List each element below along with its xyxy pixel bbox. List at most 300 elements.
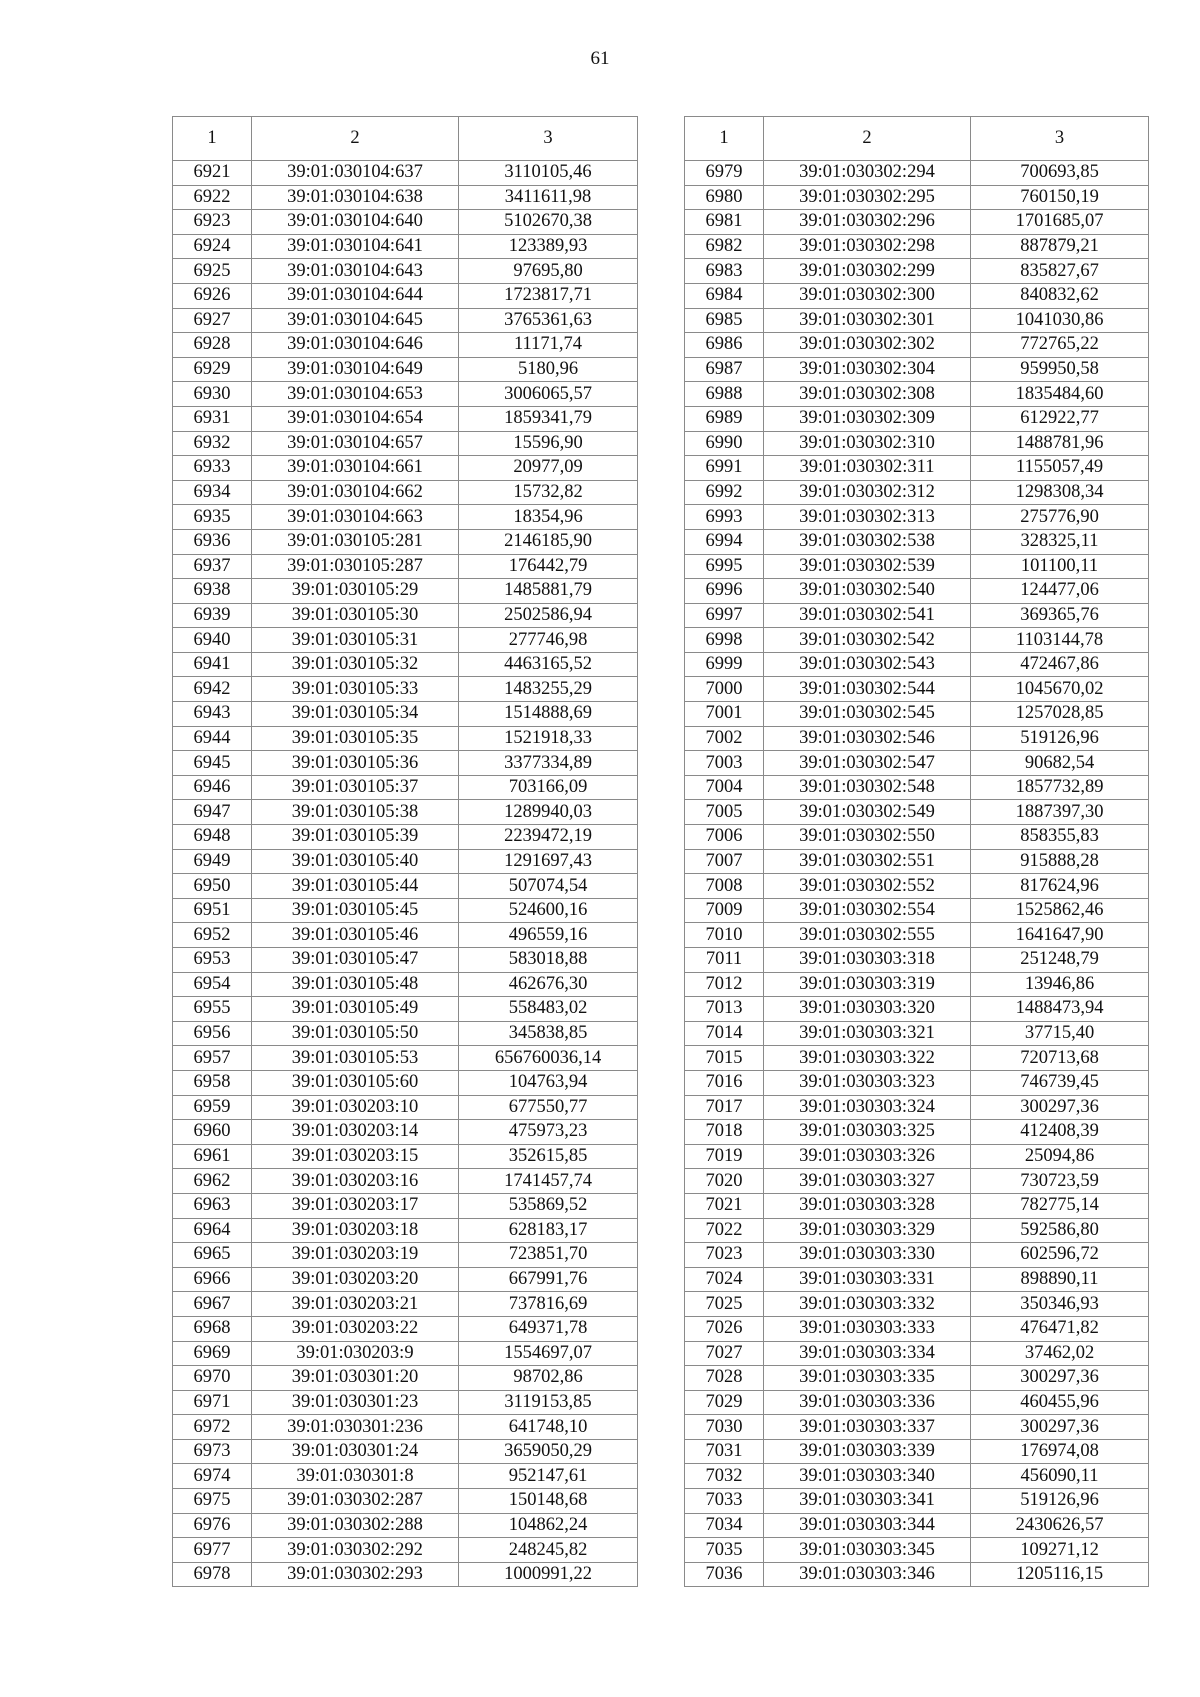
table-row — [685, 775, 1149, 800]
cadastral-number-cell: 39:01:030303:341 — [764, 1489, 971, 1514]
table-row — [173, 1538, 638, 1563]
row-number-cell: 6975 — [173, 1489, 252, 1514]
cadastral-number-cell: 39:01:030302:298 — [764, 234, 971, 259]
cadastral-number-cell: 39:01:030302:300 — [764, 283, 971, 308]
row-number-cell: 7008 — [685, 874, 764, 899]
table-row — [685, 849, 1149, 874]
row-number-cell: 6970 — [173, 1366, 252, 1391]
table-row — [685, 283, 1149, 308]
value-cell: 592586,80 — [971, 1218, 1149, 1243]
row-number-cell: 6946 — [173, 775, 252, 800]
cadastral-number-cell: 39:01:030104:654 — [252, 406, 459, 431]
cadastral-number-cell: 39:01:030301:24 — [252, 1439, 459, 1464]
row-number-cell: 6983 — [685, 259, 764, 284]
table-row — [173, 1046, 638, 1071]
value-cell: 782775,14 — [971, 1193, 1149, 1218]
table-row — [173, 677, 638, 702]
row-number-cell: 6934 — [173, 480, 252, 505]
row-number-cell: 7013 — [685, 997, 764, 1022]
row-number-cell: 6955 — [173, 997, 252, 1022]
row-number-cell: 6978 — [173, 1562, 252, 1587]
value-cell: 275776,90 — [971, 505, 1149, 530]
cadastral-number-cell: 39:01:030105:45 — [252, 898, 459, 923]
value-cell: 176442,79 — [459, 554, 638, 579]
cadastral-number-cell: 39:01:030303:334 — [764, 1341, 971, 1366]
cadastral-number-cell: 39:01:030105:48 — [252, 972, 459, 997]
cadastral-number-cell: 39:01:030302:302 — [764, 333, 971, 358]
cadastral-number-cell: 39:01:030302:538 — [764, 529, 971, 554]
row-number-cell: 6996 — [685, 579, 764, 604]
table-row — [685, 1193, 1149, 1218]
table-row — [685, 1538, 1149, 1563]
cadastral-number-cell: 39:01:030105:38 — [252, 800, 459, 825]
value-cell: 369365,76 — [971, 603, 1149, 628]
value-cell: 412408,39 — [971, 1120, 1149, 1145]
row-number-cell: 6932 — [173, 431, 252, 456]
cadastral-number-cell: 39:01:030301:236 — [252, 1415, 459, 1440]
row-number-cell: 7033 — [685, 1489, 764, 1514]
table-row — [685, 1046, 1149, 1071]
cadastral-number-cell: 39:01:030302:543 — [764, 652, 971, 677]
value-cell: 641748,10 — [459, 1415, 638, 1440]
row-number-cell: 7035 — [685, 1538, 764, 1563]
table-row — [685, 948, 1149, 973]
cadastral-number-cell: 39:01:030302:308 — [764, 382, 971, 407]
table-row — [173, 234, 638, 259]
value-cell: 1483255,29 — [459, 677, 638, 702]
cadastral-number-cell: 39:01:030303:320 — [764, 997, 971, 1022]
table-row — [173, 1169, 638, 1194]
cadastral-number-cell: 39:01:030105:29 — [252, 579, 459, 604]
value-cell: 352615,85 — [459, 1144, 638, 1169]
row-number-cell: 6929 — [173, 357, 252, 382]
table-row — [685, 161, 1149, 186]
row-number-cell: 6953 — [173, 948, 252, 973]
table-row — [173, 628, 638, 653]
row-number-cell: 6972 — [173, 1415, 252, 1440]
value-cell: 1741457,74 — [459, 1169, 638, 1194]
cadastral-number-cell: 39:01:030203:20 — [252, 1267, 459, 1292]
value-cell: 760150,19 — [971, 185, 1149, 210]
value-cell: 25094,86 — [971, 1144, 1149, 1169]
table-row — [173, 800, 638, 825]
table-row — [685, 1267, 1149, 1292]
row-number-cell: 6960 — [173, 1120, 252, 1145]
table-row — [173, 825, 638, 850]
cadastral-number-cell: 39:01:030104:663 — [252, 505, 459, 530]
value-cell: 98702,86 — [459, 1366, 638, 1391]
cadastral-number-cell: 39:01:030105:36 — [252, 751, 459, 776]
value-cell: 2146185,90 — [459, 529, 638, 554]
value-cell: 18354,96 — [459, 505, 638, 530]
cadastral-number-cell: 39:01:030303:330 — [764, 1243, 971, 1268]
table-row — [173, 997, 638, 1022]
row-number-cell: 6965 — [173, 1243, 252, 1268]
row-number-cell: 7000 — [685, 677, 764, 702]
row-number-cell: 7020 — [685, 1169, 764, 1194]
table-row — [685, 505, 1149, 530]
table-row — [173, 1464, 638, 1489]
cadastral-number-cell: 39:01:030302:311 — [764, 456, 971, 481]
value-cell: 602596,72 — [971, 1243, 1149, 1268]
table-row — [173, 431, 638, 456]
value-cell: 524600,16 — [459, 898, 638, 923]
row-number-cell: 6977 — [173, 1538, 252, 1563]
cadastral-number-cell: 39:01:030302:301 — [764, 308, 971, 333]
row-number-cell: 6985 — [685, 308, 764, 333]
table-row — [685, 480, 1149, 505]
value-cell: 700693,85 — [971, 161, 1149, 186]
value-cell: 677550,77 — [459, 1095, 638, 1120]
row-number-cell: 6933 — [173, 456, 252, 481]
cadastral-number-cell: 39:01:030303:318 — [764, 948, 971, 973]
row-number-cell: 7012 — [685, 972, 764, 997]
cadastral-number-cell: 39:01:030104:637 — [252, 161, 459, 186]
value-cell: 1857732,89 — [971, 775, 1149, 800]
value-cell: 519126,96 — [971, 1489, 1149, 1514]
table-row — [173, 948, 638, 973]
table-row — [173, 652, 638, 677]
row-number-cell: 6943 — [173, 702, 252, 727]
cadastral-number-cell: 39:01:030302:551 — [764, 849, 971, 874]
row-number-cell: 6987 — [685, 357, 764, 382]
table-row — [173, 1415, 638, 1440]
value-cell: 3765361,63 — [459, 308, 638, 333]
row-number-cell: 6944 — [173, 726, 252, 751]
table-row — [173, 579, 638, 604]
row-number-cell: 6986 — [685, 333, 764, 358]
row-number-cell: 6922 — [173, 185, 252, 210]
row-number-cell: 7024 — [685, 1267, 764, 1292]
cadastral-number-cell: 39:01:030303:327 — [764, 1169, 971, 1194]
cadastral-number-cell: 39:01:030302:312 — [764, 480, 971, 505]
table-row — [173, 1489, 638, 1514]
table-row — [685, 1439, 1149, 1464]
row-number-cell: 7018 — [685, 1120, 764, 1145]
cadastral-number-cell: 39:01:030302:293 — [252, 1562, 459, 1587]
row-number-cell: 6979 — [685, 161, 764, 186]
value-cell: 952147,61 — [459, 1464, 638, 1489]
table-row — [173, 1144, 638, 1169]
value-cell: 840832,62 — [971, 283, 1149, 308]
value-cell: 887879,21 — [971, 234, 1149, 259]
cadastral-number-cell: 39:01:030302:310 — [764, 431, 971, 456]
table-row — [685, 1021, 1149, 1046]
row-number-cell: 6923 — [173, 210, 252, 235]
value-cell: 3006065,57 — [459, 382, 638, 407]
row-number-cell: 7032 — [685, 1464, 764, 1489]
row-number-cell: 6941 — [173, 652, 252, 677]
table-row — [685, 185, 1149, 210]
table-row — [173, 972, 638, 997]
cadastral-number-cell: 39:01:030302:544 — [764, 677, 971, 702]
value-cell: 1701685,07 — [971, 210, 1149, 235]
value-cell: 3411611,98 — [459, 185, 638, 210]
cadastral-number-cell: 39:01:030203:18 — [252, 1218, 459, 1243]
table-row — [173, 1021, 638, 1046]
value-cell: 723851,70 — [459, 1243, 638, 1268]
cadastral-number-cell: 39:01:030302:304 — [764, 357, 971, 382]
value-cell: 835827,67 — [971, 259, 1149, 284]
cadastral-number-cell: 39:01:030105:287 — [252, 554, 459, 579]
cadastral-number-cell: 39:01:030302:288 — [252, 1513, 459, 1538]
cadastral-number-cell: 39:01:030203:21 — [252, 1292, 459, 1317]
cadastral-number-cell: 39:01:030105:39 — [252, 825, 459, 850]
row-number-cell: 6954 — [173, 972, 252, 997]
table-row — [685, 554, 1149, 579]
row-number-cell: 6997 — [685, 603, 764, 628]
row-number-cell: 6993 — [685, 505, 764, 530]
value-cell: 1155057,49 — [971, 456, 1149, 481]
row-number-cell: 6990 — [685, 431, 764, 456]
cadastral-number-cell: 39:01:030104:638 — [252, 185, 459, 210]
row-number-cell: 6945 — [173, 751, 252, 776]
cadastral-number-cell: 39:01:030302:296 — [764, 210, 971, 235]
value-cell: 5180,96 — [459, 357, 638, 382]
row-number-cell: 6956 — [173, 1021, 252, 1046]
row-number-cell: 7031 — [685, 1439, 764, 1464]
cadastral-number-cell: 39:01:030105:30 — [252, 603, 459, 628]
column-header: 3 — [459, 117, 638, 161]
table-row — [685, 972, 1149, 997]
row-number-cell: 6989 — [685, 406, 764, 431]
table-row — [173, 603, 638, 628]
value-cell: 1835484,60 — [971, 382, 1149, 407]
cadastral-number-cell: 39:01:030303:329 — [764, 1218, 971, 1243]
row-number-cell: 7022 — [685, 1218, 764, 1243]
table-row — [173, 283, 638, 308]
cadastral-number-cell: 39:01:030105:53 — [252, 1046, 459, 1071]
cadastral-number-cell: 39:01:030301:8 — [252, 1464, 459, 1489]
table-row — [173, 1316, 638, 1341]
row-number-cell: 6927 — [173, 308, 252, 333]
table-row — [173, 1267, 638, 1292]
cadastral-number-cell: 39:01:030303:321 — [764, 1021, 971, 1046]
row-number-cell: 6924 — [173, 234, 252, 259]
row-number-cell: 6982 — [685, 234, 764, 259]
row-number-cell: 7014 — [685, 1021, 764, 1046]
value-cell: 746739,45 — [971, 1070, 1149, 1095]
value-cell: 37715,40 — [971, 1021, 1149, 1046]
cadastral-number-cell: 39:01:030104:661 — [252, 456, 459, 481]
row-number-cell: 7001 — [685, 702, 764, 727]
table-row — [173, 185, 638, 210]
row-number-cell: 7004 — [685, 775, 764, 800]
table-row — [685, 923, 1149, 948]
row-number-cell: 6938 — [173, 579, 252, 604]
table-row — [173, 554, 638, 579]
value-cell: 11171,74 — [459, 333, 638, 358]
cadastral-number-cell: 39:01:030105:34 — [252, 702, 459, 727]
value-cell: 1257028,85 — [971, 702, 1149, 727]
cadastral-number-cell: 39:01:030203:14 — [252, 1120, 459, 1145]
column-header: 2 — [764, 117, 971, 161]
row-number-cell: 7002 — [685, 726, 764, 751]
table-right — [684, 116, 1149, 1587]
row-number-cell: 6998 — [685, 628, 764, 653]
table-row — [685, 702, 1149, 727]
table-row — [173, 923, 638, 948]
row-number-cell: 6935 — [173, 505, 252, 530]
row-number-cell: 6942 — [173, 677, 252, 702]
cadastral-number-cell: 39:01:030302:292 — [252, 1538, 459, 1563]
value-cell: 720713,68 — [971, 1046, 1149, 1071]
table-row — [685, 406, 1149, 431]
row-number-cell: 6968 — [173, 1316, 252, 1341]
table-row — [685, 234, 1149, 259]
table-row — [685, 1316, 1149, 1341]
table-row — [685, 308, 1149, 333]
table-row — [173, 529, 638, 554]
value-cell: 456090,11 — [971, 1464, 1149, 1489]
cadastral-number-cell: 39:01:030203:16 — [252, 1169, 459, 1194]
cadastral-number-cell: 39:01:030104:644 — [252, 283, 459, 308]
cadastral-number-cell: 39:01:030302:552 — [764, 874, 971, 899]
value-cell: 104763,94 — [459, 1070, 638, 1095]
value-cell: 277746,98 — [459, 628, 638, 653]
value-cell: 101100,11 — [971, 554, 1149, 579]
cadastral-number-cell: 39:01:030105:46 — [252, 923, 459, 948]
value-cell: 109271,12 — [971, 1538, 1149, 1563]
row-number-cell: 7021 — [685, 1193, 764, 1218]
cadastral-number-cell: 39:01:030303:335 — [764, 1366, 971, 1391]
page-number: 61 — [590, 48, 610, 69]
row-number-cell: 7025 — [685, 1292, 764, 1317]
cadastral-number-cell: 39:01:030303:319 — [764, 972, 971, 997]
value-cell: 1041030,86 — [971, 308, 1149, 333]
cadastral-number-cell: 39:01:030105:60 — [252, 1070, 459, 1095]
cadastral-number-cell: 39:01:030303:333 — [764, 1316, 971, 1341]
table-row — [173, 874, 638, 899]
value-cell: 124477,06 — [971, 579, 1149, 604]
value-cell: 496559,16 — [459, 923, 638, 948]
table-row — [685, 210, 1149, 235]
table-row — [685, 652, 1149, 677]
value-cell: 13946,86 — [971, 972, 1149, 997]
value-cell: 3659050,29 — [459, 1439, 638, 1464]
row-number-cell: 6952 — [173, 923, 252, 948]
value-cell: 3377334,89 — [459, 751, 638, 776]
value-cell: 519126,96 — [971, 726, 1149, 751]
row-number-cell: 7030 — [685, 1415, 764, 1440]
cadastral-number-cell: 39:01:030105:50 — [252, 1021, 459, 1046]
table-row — [685, 529, 1149, 554]
row-number-cell: 6967 — [173, 1292, 252, 1317]
row-number-cell: 7005 — [685, 800, 764, 825]
value-cell: 475973,23 — [459, 1120, 638, 1145]
table-row — [173, 775, 638, 800]
table-row — [685, 1169, 1149, 1194]
value-cell: 1859341,79 — [459, 406, 638, 431]
cadastral-number-cell: 39:01:030303:323 — [764, 1070, 971, 1095]
row-number-cell: 6999 — [685, 652, 764, 677]
table-row — [685, 874, 1149, 899]
value-cell: 462676,30 — [459, 972, 638, 997]
table-header-row — [685, 117, 1149, 161]
table-row — [685, 1341, 1149, 1366]
table-row — [685, 1243, 1149, 1268]
cadastral-number-cell: 39:01:030105:35 — [252, 726, 459, 751]
table-row — [685, 259, 1149, 284]
cadastral-number-cell: 39:01:030302:549 — [764, 800, 971, 825]
table-row — [685, 1562, 1149, 1587]
value-cell: 1291697,43 — [459, 849, 638, 874]
row-number-cell: 7023 — [685, 1243, 764, 1268]
value-cell: 15732,82 — [459, 480, 638, 505]
cadastral-number-cell: 39:01:030104:662 — [252, 480, 459, 505]
row-number-cell: 6971 — [173, 1390, 252, 1415]
table-row — [173, 480, 638, 505]
table-row — [173, 1120, 638, 1145]
value-cell: 472467,86 — [971, 652, 1149, 677]
table-row — [685, 677, 1149, 702]
row-number-cell: 7017 — [685, 1095, 764, 1120]
table-row — [685, 1390, 1149, 1415]
value-cell: 612922,77 — [971, 406, 1149, 431]
table-row — [173, 1513, 638, 1538]
value-cell: 558483,02 — [459, 997, 638, 1022]
row-number-cell: 7019 — [685, 1144, 764, 1169]
table-row — [173, 1095, 638, 1120]
row-number-cell: 6931 — [173, 406, 252, 431]
value-cell: 345838,85 — [459, 1021, 638, 1046]
value-cell: 1525862,46 — [971, 898, 1149, 923]
cadastral-number-cell: 39:01:030203:17 — [252, 1193, 459, 1218]
cadastral-number-cell: 39:01:030301:20 — [252, 1366, 459, 1391]
table-row — [685, 1218, 1149, 1243]
row-number-cell: 7009 — [685, 898, 764, 923]
row-number-cell: 6947 — [173, 800, 252, 825]
table-row — [685, 1415, 1149, 1440]
table-row — [173, 1070, 638, 1095]
cadastral-number-cell: 39:01:030302:295 — [764, 185, 971, 210]
row-number-cell: 6921 — [173, 161, 252, 186]
cadastral-number-cell: 39:01:030105:47 — [252, 948, 459, 973]
table-row — [173, 1366, 638, 1391]
cadastral-number-cell: 39:01:030302:545 — [764, 702, 971, 727]
row-number-cell: 6925 — [173, 259, 252, 284]
row-number-cell: 6948 — [173, 825, 252, 850]
row-number-cell: 6988 — [685, 382, 764, 407]
table-row — [173, 702, 638, 727]
value-cell: 1289940,03 — [459, 800, 638, 825]
table-row — [173, 1218, 638, 1243]
value-cell: 150148,68 — [459, 1489, 638, 1514]
row-number-cell: 6963 — [173, 1193, 252, 1218]
cadastral-number-cell: 39:01:030303:340 — [764, 1464, 971, 1489]
cadastral-number-cell: 39:01:030105:33 — [252, 677, 459, 702]
row-number-cell: 6976 — [173, 1513, 252, 1538]
table-row — [685, 751, 1149, 776]
table-row — [173, 333, 638, 358]
cadastral-number-cell: 39:01:030105:31 — [252, 628, 459, 653]
cadastral-number-cell: 39:01:030303:331 — [764, 1267, 971, 1292]
value-cell: 1641647,90 — [971, 923, 1149, 948]
row-number-cell: 6959 — [173, 1095, 252, 1120]
value-cell: 1000991,22 — [459, 1562, 638, 1587]
table-row — [173, 1193, 638, 1218]
value-cell: 667991,76 — [459, 1267, 638, 1292]
value-cell: 583018,88 — [459, 948, 638, 973]
table-row — [173, 1292, 638, 1317]
cadastral-number-cell: 39:01:030104:643 — [252, 259, 459, 284]
value-cell: 300297,36 — [971, 1095, 1149, 1120]
table-header-row — [173, 117, 638, 161]
row-number-cell: 7034 — [685, 1513, 764, 1538]
table-row — [173, 210, 638, 235]
value-cell: 460455,96 — [971, 1390, 1149, 1415]
row-number-cell: 7015 — [685, 1046, 764, 1071]
